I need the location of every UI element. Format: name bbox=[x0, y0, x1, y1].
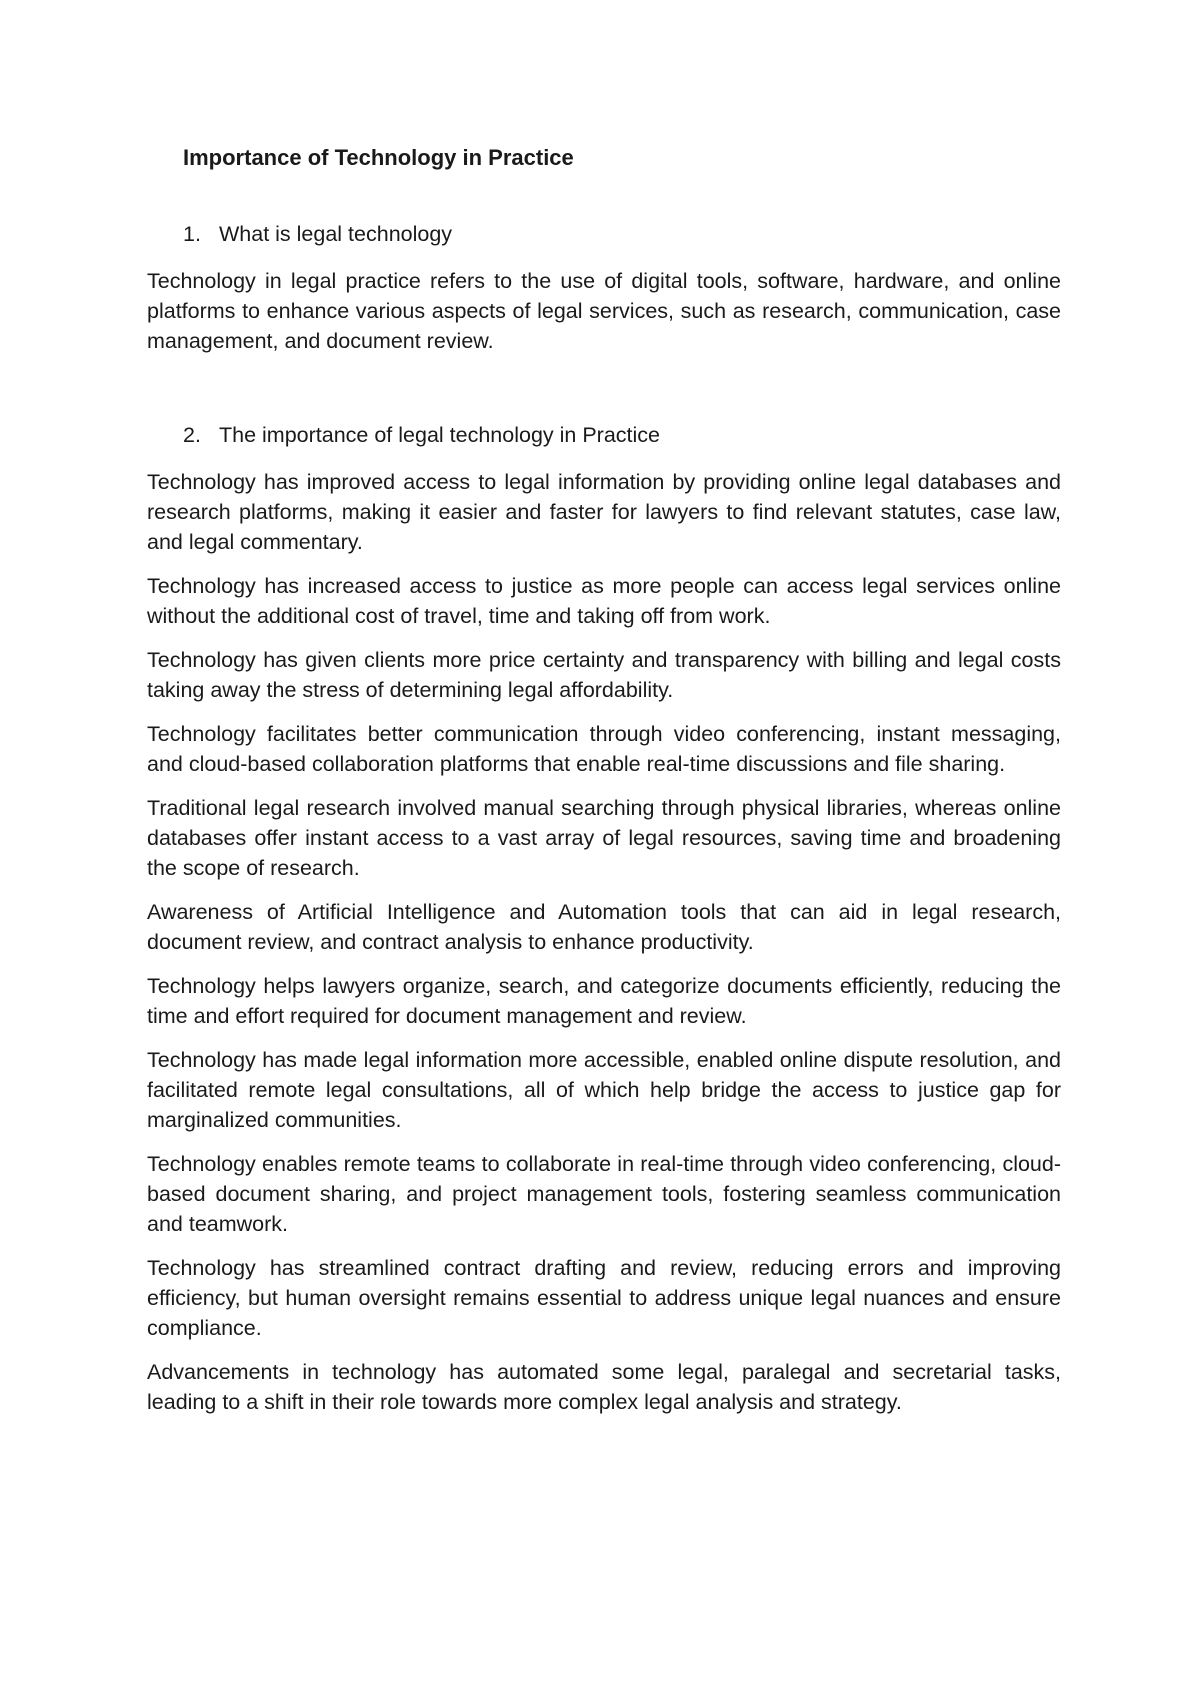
paragraph: Technology has made legal information more accessible, enabled online dispute resolution, and facilitated remote legal consultations, all of which help bridge the access to justice gap for marginalized communities. bbox=[147, 1048, 1061, 1132]
paragraph: Technology has improved access to legal information by providing online legal databases and research platforms, making it easier and faster for lawyers to find relevant statutes, case law, and legal commentary. bbox=[147, 470, 1061, 554]
paragraph: Technology helps lawyers organize, search, and categorize documents efficiently, reducing the time and effort required for document management and review. bbox=[147, 974, 1061, 1028]
paragraph: Technology in legal practice refers to the use of digital tools, software, hardware, and online platforms to enhance various aspects of legal services, such as research, communication, case management, and document review. bbox=[147, 269, 1061, 353]
section-heading-text: The importance of legal technology in Practice bbox=[219, 423, 660, 447]
paragraph: Technology has streamlined contract drafting and review, reducing errors and improving efficiency, but human oversight remains essential to address unique legal nuances and ensure compliance. bbox=[147, 1256, 1061, 1340]
section-heading-2 bbox=[183, 420, 1061, 450]
paragraph: Advancements in technology has automated some legal, paralegal and secretarial tasks, leading to a shift in their role towards more complex legal analysis and strategy. bbox=[147, 1360, 1061, 1414]
section-heading-text: What is legal technology bbox=[219, 222, 453, 246]
document-body bbox=[147, 143, 1061, 1417]
paragraph: Traditional legal research involved manual searching through physical libraries, whereas online databases offer instant access to a vast array of legal resources, saving time and broadening the scope of research. bbox=[147, 796, 1061, 880]
section-number: 1. bbox=[183, 222, 201, 246]
paragraph: Technology enables remote teams to collaborate in real-time through video conferencing, cloud-based document sharing, and project management tools, fostering seamless communication and teamwork. bbox=[147, 1152, 1061, 1236]
paragraph: Technology facilitates better communication through video conferencing, instant messaging, and cloud-based collaboration platforms that enable real-time discussions and file sharing. bbox=[147, 722, 1061, 776]
section-heading-1 bbox=[183, 219, 1061, 249]
paragraph: Technology has increased access to justice as more people can access legal services online without the additional cost of travel, time and taking off from work. bbox=[147, 574, 1061, 628]
paragraph: Technology has given clients more price certainty and transparency with billing and legal costs taking away the stress of determining legal affordability. bbox=[147, 648, 1061, 702]
paragraph: Awareness of Artificial Intelligence and Automation tools that can aid in legal research, document review, and contract analysis to enhance productivity. bbox=[147, 900, 1061, 954]
section-number: 2. bbox=[183, 423, 201, 447]
document-title: Importance of Technology in Practice bbox=[183, 145, 574, 170]
